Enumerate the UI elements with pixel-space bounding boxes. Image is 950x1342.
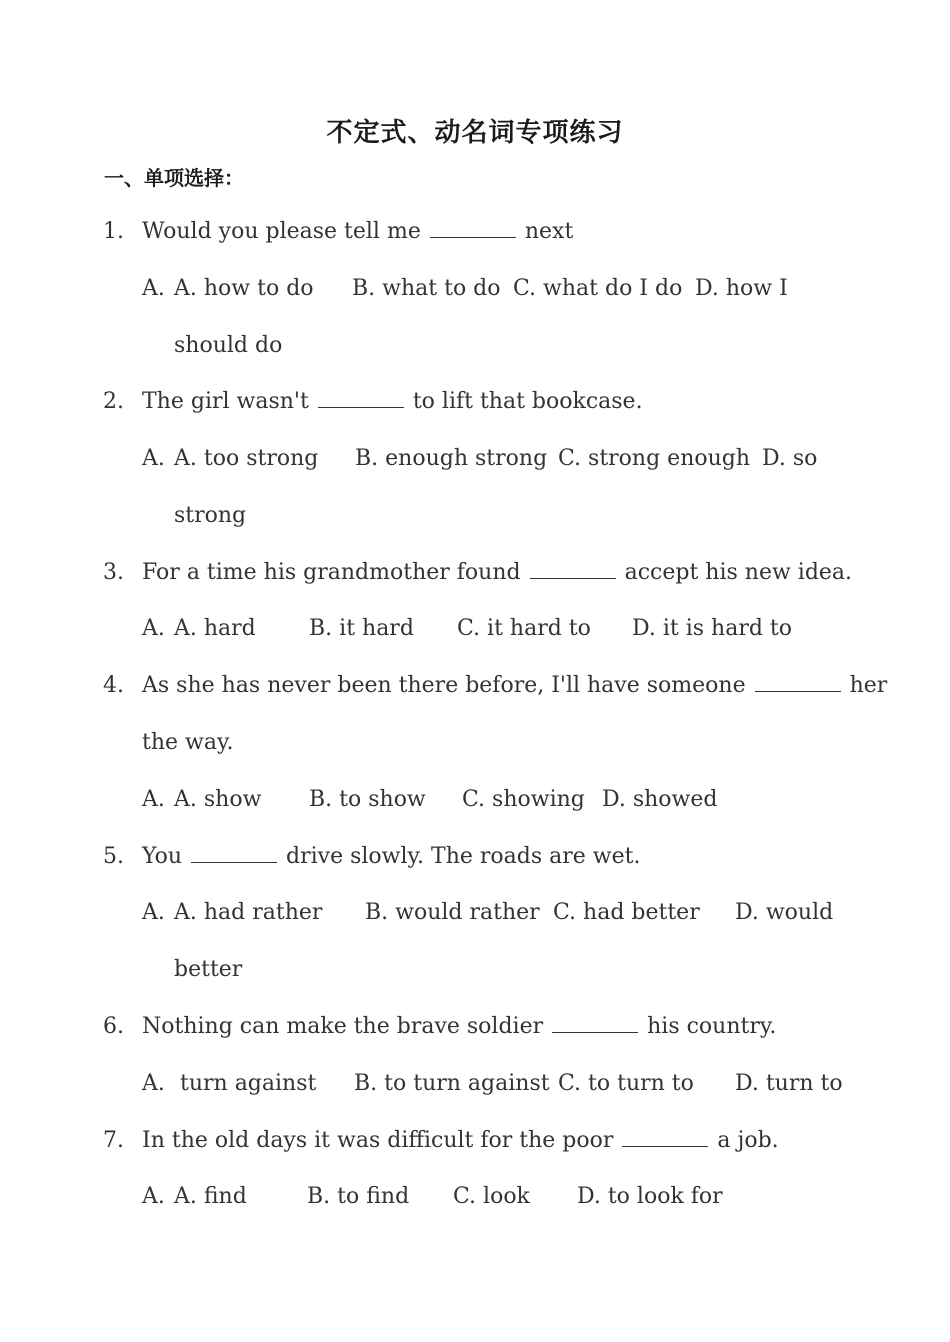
question-stem: Nothing can make the brave soldier his country. bbox=[142, 1014, 777, 1039]
question-number: 5. bbox=[103, 844, 124, 869]
page-title: 不定式、动名词专项练习 bbox=[326, 118, 624, 148]
option-a: A. hard bbox=[174, 616, 256, 641]
option-b: B. to find bbox=[307, 1184, 410, 1209]
answer-blank bbox=[552, 1012, 638, 1033]
answer-blank bbox=[622, 1126, 708, 1147]
question-stem: As she has never been there before, I'll have someone her bbox=[142, 673, 888, 698]
option-label: A. bbox=[142, 900, 165, 925]
question-stem: The girl wasn't to lift that bookcase. bbox=[142, 389, 643, 414]
question-stem: For a time his grandmother found accept his new idea. bbox=[142, 560, 853, 585]
question-number: 2. bbox=[103, 389, 124, 414]
question-number: 7. bbox=[103, 1128, 124, 1153]
option-d: D. how I bbox=[695, 276, 788, 301]
question-number: 3. bbox=[103, 560, 124, 585]
section-heading: 一、单项选择： bbox=[104, 166, 244, 190]
answer-blank bbox=[530, 558, 616, 579]
question-number: 4. bbox=[103, 673, 124, 698]
option-c: C. what do I do bbox=[513, 276, 683, 301]
answer-blank bbox=[430, 217, 516, 238]
option-b: B. what to do bbox=[352, 276, 501, 301]
option-continuation: should do bbox=[174, 333, 283, 358]
option-a: A. show bbox=[174, 787, 262, 812]
question-number: 6. bbox=[103, 1014, 124, 1039]
question-number: 1. bbox=[103, 219, 124, 244]
option-a: A. too strong bbox=[174, 446, 319, 471]
option-continuation: better bbox=[174, 957, 243, 982]
option-b: B. enough strong bbox=[355, 446, 548, 471]
question-stem: You drive slowly. The roads are wet. bbox=[142, 844, 641, 869]
option-d: D. would bbox=[735, 900, 834, 925]
option-c: C. to turn to bbox=[558, 1071, 694, 1096]
option-d: D. showed bbox=[602, 787, 718, 812]
option-a: A. find bbox=[174, 1184, 247, 1209]
option-label: A. bbox=[142, 1184, 165, 1209]
answer-blank bbox=[191, 842, 277, 863]
option-a: turn against bbox=[180, 1071, 317, 1096]
option-b: B. to show bbox=[309, 787, 426, 812]
option-c: C. showing bbox=[462, 787, 585, 812]
question-stem: In the old days it was difficult for the poor a job. bbox=[142, 1128, 779, 1153]
option-label: A. bbox=[142, 787, 165, 812]
option-a: A. had rather bbox=[174, 900, 323, 925]
option-label: A. bbox=[142, 1071, 165, 1096]
answer-blank bbox=[318, 387, 404, 408]
question-stem: Would you please tell me next bbox=[142, 219, 574, 244]
option-c: C. strong enough bbox=[558, 446, 751, 471]
option-d: D. it is hard to bbox=[632, 616, 792, 641]
option-b: B. to turn against bbox=[354, 1071, 550, 1096]
option-c: C. had better bbox=[553, 900, 700, 925]
question-stem-continuation: the way. bbox=[142, 730, 234, 755]
option-a: A. how to do bbox=[174, 276, 314, 301]
answer-blank bbox=[755, 671, 841, 692]
option-label: A. bbox=[142, 446, 165, 471]
option-d: D. so bbox=[762, 446, 818, 471]
option-c: C. it hard to bbox=[457, 616, 591, 641]
option-d: D. turn to bbox=[735, 1071, 843, 1096]
option-b: B. would rather bbox=[365, 900, 540, 925]
option-label: A. bbox=[142, 616, 165, 641]
option-c: C. look bbox=[453, 1184, 530, 1209]
option-b: B. it hard bbox=[309, 616, 414, 641]
option-d: D. to look for bbox=[577, 1184, 723, 1209]
option-label: A. bbox=[142, 276, 165, 301]
option-continuation: strong bbox=[174, 503, 247, 528]
